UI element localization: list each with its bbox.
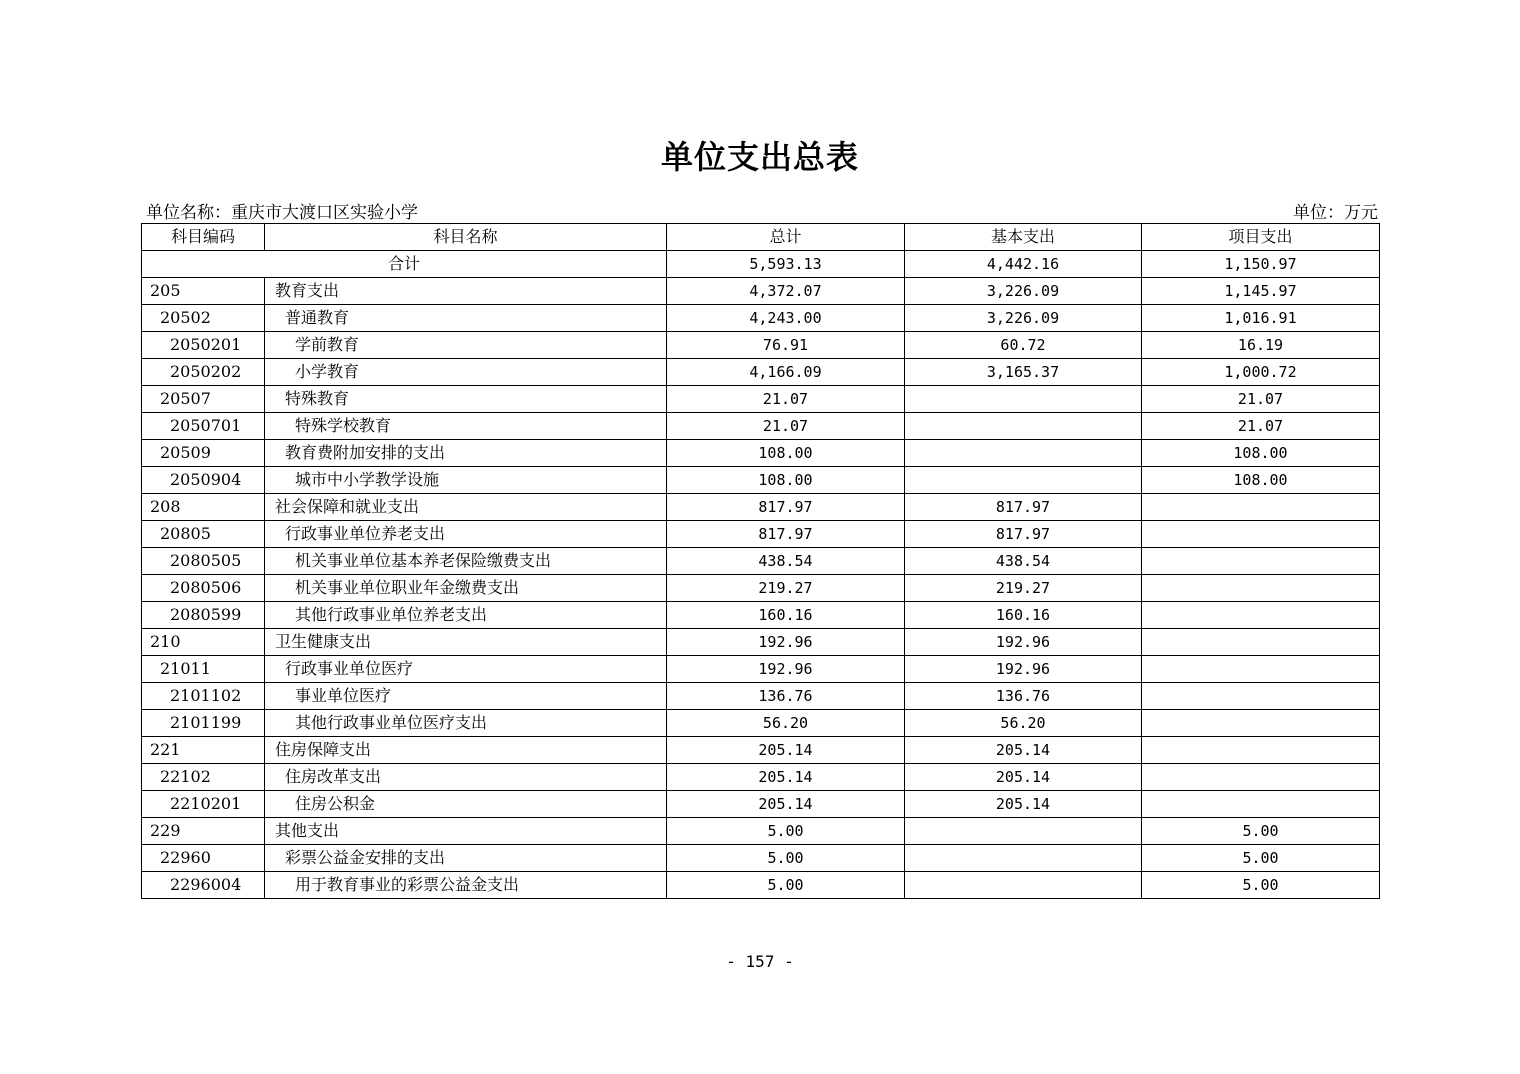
row-name: 小学教育 xyxy=(265,359,667,386)
row-basic xyxy=(905,386,1142,413)
table-row xyxy=(142,494,1380,521)
row-code: 22102 xyxy=(142,764,265,791)
row-total: 108.00 xyxy=(667,467,905,494)
row-total: 4,372.07 xyxy=(667,278,905,305)
table-row xyxy=(142,386,1380,413)
row-code: 20509 xyxy=(142,440,265,467)
row-code: 208 xyxy=(142,494,265,521)
row-name: 事业单位医疗 xyxy=(265,683,667,710)
unit-name: 单位名称：重庆市大渡口区实验小学 xyxy=(146,203,418,223)
row-project: 5.00 xyxy=(1142,872,1380,899)
table-row xyxy=(142,332,1380,359)
row-code: 2080505 xyxy=(142,548,265,575)
row-name: 城市中小学教学设施 xyxy=(265,467,667,494)
row-basic: 205.14 xyxy=(905,791,1142,818)
row-name: 行政事业单位医疗 xyxy=(265,656,667,683)
row-code: 205 xyxy=(142,278,265,305)
table-row xyxy=(142,872,1380,899)
row-total: 817.97 xyxy=(667,521,905,548)
row-project xyxy=(1142,791,1380,818)
row-code: 2050201 xyxy=(142,332,265,359)
row-total: 136.76 xyxy=(667,683,905,710)
row-total: 21.07 xyxy=(667,386,905,413)
row-basic xyxy=(905,845,1142,872)
header-basic: 基本支出 xyxy=(905,224,1142,251)
row-name: 普通教育 xyxy=(265,305,667,332)
row-basic: 817.97 xyxy=(905,521,1142,548)
row-project xyxy=(1142,575,1380,602)
row-code: 2050904 xyxy=(142,467,265,494)
table-row xyxy=(142,710,1380,737)
row-name: 用于教育事业的彩票公益金支出 xyxy=(265,872,667,899)
row-project xyxy=(1142,602,1380,629)
row-name: 特殊学校教育 xyxy=(265,413,667,440)
row-code: 2080599 xyxy=(142,602,265,629)
table-row xyxy=(142,818,1380,845)
row-basic xyxy=(905,440,1142,467)
header-total: 总计 xyxy=(667,224,905,251)
page-title: 单位支出总表 xyxy=(660,138,859,176)
row-total: 817.97 xyxy=(667,494,905,521)
row-code: 22960 xyxy=(142,845,265,872)
row-name: 学前教育 xyxy=(265,332,667,359)
row-total: 192.96 xyxy=(667,656,905,683)
total-row xyxy=(142,251,1380,278)
table-row xyxy=(142,575,1380,602)
row-basic xyxy=(905,413,1142,440)
row-project xyxy=(1142,656,1380,683)
row-project xyxy=(1142,710,1380,737)
row-total: 4,243.00 xyxy=(667,305,905,332)
row-basic xyxy=(905,872,1142,899)
row-code: 2296004 xyxy=(142,872,265,899)
row-code: 20805 xyxy=(142,521,265,548)
row-name: 教育支出 xyxy=(265,278,667,305)
row-basic: 3,226.09 xyxy=(905,305,1142,332)
row-code: 210 xyxy=(142,629,265,656)
table-row xyxy=(142,845,1380,872)
row-code: 2080506 xyxy=(142,575,265,602)
row-name: 其他行政事业单位医疗支出 xyxy=(265,710,667,737)
page-number: - 157 - xyxy=(726,952,794,971)
row-basic: 160.16 xyxy=(905,602,1142,629)
row-name: 行政事业单位养老支出 xyxy=(265,521,667,548)
table-row xyxy=(142,629,1380,656)
row-basic: 205.14 xyxy=(905,764,1142,791)
table-row xyxy=(142,305,1380,332)
row-total: 205.14 xyxy=(667,791,905,818)
row-total: 5.00 xyxy=(667,818,905,845)
row-name: 住房公积金 xyxy=(265,791,667,818)
row-total: 205.14 xyxy=(667,764,905,791)
table-row xyxy=(142,656,1380,683)
header-code: 科目编码 xyxy=(142,224,265,251)
row-project xyxy=(1142,629,1380,656)
row-basic: 3,226.09 xyxy=(905,278,1142,305)
row-code: 2050701 xyxy=(142,413,265,440)
total-label: 合计 xyxy=(142,251,667,278)
row-code: 20502 xyxy=(142,305,265,332)
row-basic: 205.14 xyxy=(905,737,1142,764)
row-name: 住房改革支出 xyxy=(265,764,667,791)
header-name: 科目名称 xyxy=(265,224,667,251)
row-code: 21011 xyxy=(142,656,265,683)
total-project: 1,150.97 xyxy=(1142,251,1380,278)
row-code: 2101102 xyxy=(142,683,265,710)
row-name: 特殊教育 xyxy=(265,386,667,413)
row-name: 教育费附加安排的支出 xyxy=(265,440,667,467)
table-row xyxy=(142,440,1380,467)
row-basic: 817.97 xyxy=(905,494,1142,521)
row-basic: 192.96 xyxy=(905,656,1142,683)
row-name: 其他支出 xyxy=(265,818,667,845)
row-total: 160.16 xyxy=(667,602,905,629)
header-project: 项目支出 xyxy=(1142,224,1380,251)
row-name: 其他行政事业单位养老支出 xyxy=(265,602,667,629)
row-basic: 3,165.37 xyxy=(905,359,1142,386)
table-row xyxy=(142,683,1380,710)
table-row xyxy=(142,467,1380,494)
row-basic: 219.27 xyxy=(905,575,1142,602)
row-name: 住房保障支出 xyxy=(265,737,667,764)
row-total: 21.07 xyxy=(667,413,905,440)
row-project: 1,000.72 xyxy=(1142,359,1380,386)
row-project: 1,016.91 xyxy=(1142,305,1380,332)
table-row xyxy=(142,548,1380,575)
row-basic: 438.54 xyxy=(905,548,1142,575)
row-project xyxy=(1142,521,1380,548)
row-total: 108.00 xyxy=(667,440,905,467)
row-basic: 56.20 xyxy=(905,710,1142,737)
row-basic xyxy=(905,818,1142,845)
row-code: 2050202 xyxy=(142,359,265,386)
row-project xyxy=(1142,737,1380,764)
row-total: 219.27 xyxy=(667,575,905,602)
table-row xyxy=(142,764,1380,791)
row-basic xyxy=(905,467,1142,494)
row-code: 20507 xyxy=(142,386,265,413)
row-project: 108.00 xyxy=(1142,467,1380,494)
row-name: 机关事业单位职业年金缴费支出 xyxy=(265,575,667,602)
row-project xyxy=(1142,548,1380,575)
row-total: 5.00 xyxy=(667,845,905,872)
table-row xyxy=(142,359,1380,386)
table-row xyxy=(142,278,1380,305)
row-basic: 60.72 xyxy=(905,332,1142,359)
table-row xyxy=(142,791,1380,818)
row-project: 1,145.97 xyxy=(1142,278,1380,305)
row-project: 21.07 xyxy=(1142,386,1380,413)
table-row xyxy=(142,602,1380,629)
row-project xyxy=(1142,494,1380,521)
row-project: 21.07 xyxy=(1142,413,1380,440)
row-total: 205.14 xyxy=(667,737,905,764)
row-name: 机关事业单位基本养老保险缴费支出 xyxy=(265,548,667,575)
row-project xyxy=(1142,683,1380,710)
row-name: 彩票公益金安排的支出 xyxy=(265,845,667,872)
row-project: 108.00 xyxy=(1142,440,1380,467)
row-total: 438.54 xyxy=(667,548,905,575)
row-code: 229 xyxy=(142,818,265,845)
row-basic: 192.96 xyxy=(905,629,1142,656)
row-total: 4,166.09 xyxy=(667,359,905,386)
row-total: 76.91 xyxy=(667,332,905,359)
row-name: 社会保障和就业支出 xyxy=(265,494,667,521)
row-name: 卫生健康支出 xyxy=(265,629,667,656)
row-basic: 136.76 xyxy=(905,683,1142,710)
table-row xyxy=(142,413,1380,440)
total-total: 5,593.13 xyxy=(667,251,905,278)
row-project: 5.00 xyxy=(1142,818,1380,845)
currency-unit: 单位：万元 xyxy=(1293,203,1378,223)
row-project: 16.19 xyxy=(1142,332,1380,359)
row-total: 56.20 xyxy=(667,710,905,737)
row-project: 5.00 xyxy=(1142,845,1380,872)
row-total: 5.00 xyxy=(667,872,905,899)
row-code: 2101199 xyxy=(142,710,265,737)
row-total: 192.96 xyxy=(667,629,905,656)
total-basic: 4,442.16 xyxy=(905,251,1142,278)
expenditure-table xyxy=(141,223,1380,899)
row-project xyxy=(1142,764,1380,791)
table-row xyxy=(142,521,1380,548)
table-row xyxy=(142,737,1380,764)
row-code: 221 xyxy=(142,737,265,764)
row-code: 2210201 xyxy=(142,791,265,818)
table-header-row xyxy=(142,224,1380,251)
